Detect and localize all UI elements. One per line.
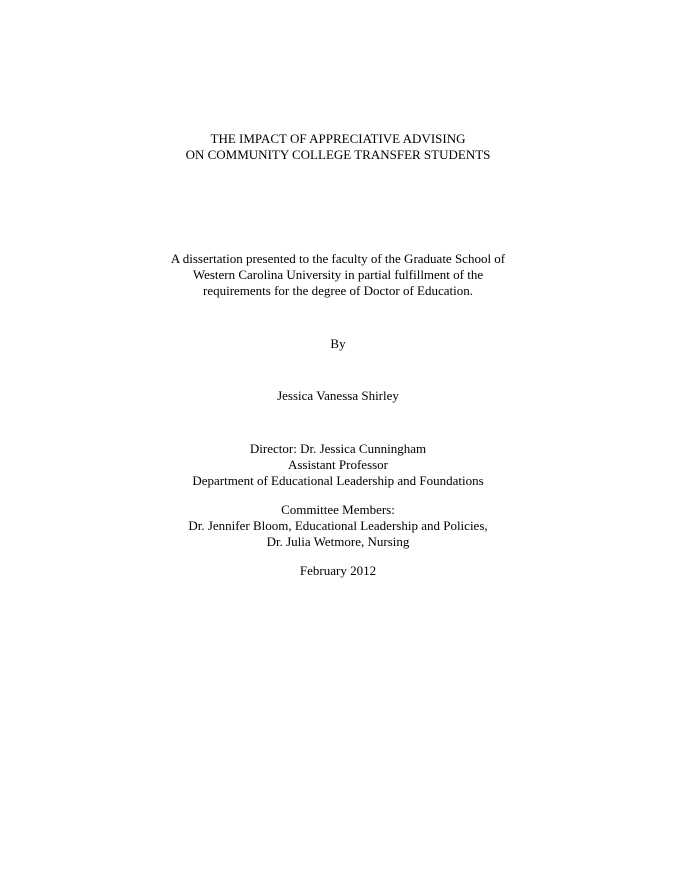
statement-line-2: Western Carolina University in partial fulfillment of the — [192, 267, 484, 282]
title-line-1: THE IMPACT OF APPRECIATIVE ADVISING — [210, 131, 466, 146]
date-text: February 2012 — [299, 563, 377, 578]
submission-date — [0, 563, 676, 579]
director-title: Assistant Professor — [287, 457, 389, 472]
author-name — [0, 388, 676, 404]
statement-line-3: requirements for the degree of Doctor of Education. — [202, 283, 473, 298]
committee-member-2: Dr. Julia Wetmore, Nursing — [266, 534, 410, 549]
title-line-2: ON COMMUNITY COLLEGE TRANSFER STUDENTS — [185, 147, 491, 162]
director-info — [0, 441, 676, 489]
director-department: Department of Educational Leadership and Foundations — [192, 473, 484, 488]
director-name: Director: Dr. Jessica Cunningham — [249, 441, 427, 456]
by-label — [0, 336, 676, 352]
degree-statement — [0, 251, 676, 299]
committee-member-1: Dr. Jennifer Bloom, Educational Leadership and Policies, — [188, 518, 488, 533]
committee-heading: Committee Members: — [281, 502, 395, 517]
by-text: By — [330, 336, 346, 351]
dissertation-title — [0, 131, 676, 163]
statement-line-1: A dissertation presented to the faculty of the Graduate School of — [170, 251, 506, 266]
author-text: Jessica Vanessa Shirley — [277, 388, 399, 403]
committee-info — [0, 502, 676, 550]
